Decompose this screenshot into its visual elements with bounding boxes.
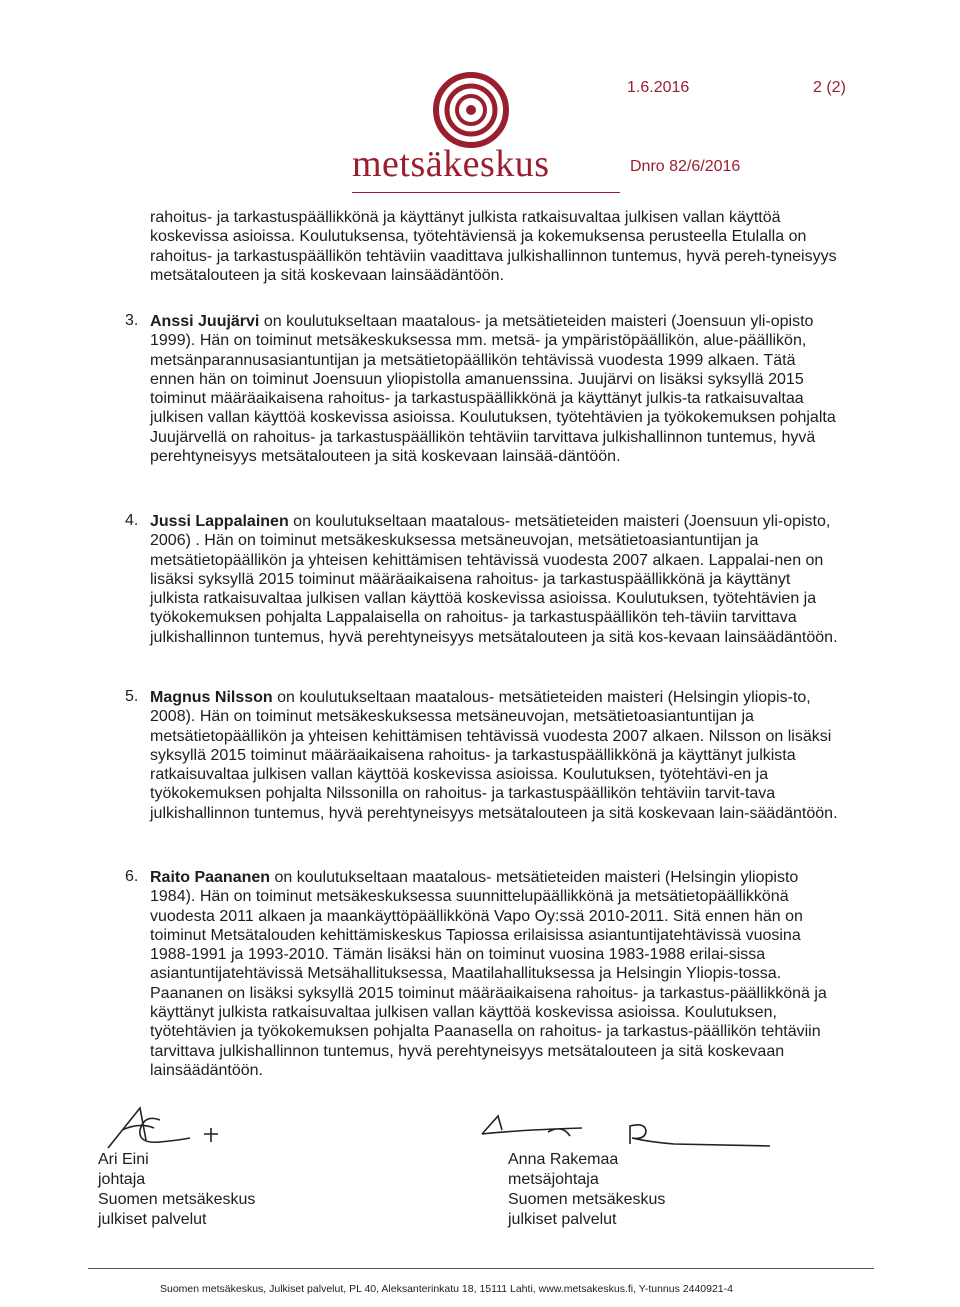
signature-ari-eini [100, 1100, 230, 1150]
candidate-paragraph [150, 688, 840, 823]
item-number: 6. [125, 868, 139, 885]
logo-underline [352, 192, 620, 193]
item-number: 3. [125, 312, 139, 329]
logo-wordmark: metsäkeskus [352, 143, 550, 185]
document-reference: Dnro 82/6/2016 [630, 158, 741, 175]
logo-emblem-icon [433, 72, 509, 148]
signatory-org: Suomen metsäkeskus [98, 1191, 256, 1208]
candidate-paragraph [150, 312, 840, 466]
page-number: 2 (2) [813, 79, 846, 96]
candidate-paragraph [150, 512, 840, 647]
candidate-paragraph [150, 868, 840, 1080]
signatory-name: Anna Rakemaa [508, 1151, 619, 1168]
footer-divider [88, 1268, 874, 1269]
document-date: 1.6.2016 [627, 79, 690, 96]
signatory-unit: julkiset palvelut [508, 1211, 617, 1228]
signatory-right [508, 1150, 665, 1230]
candidate-text: on koulutukseltaan maatalous- ja metsätieteiden maisteri (Joensuun yli-opisto 1999). Hän on toiminut metsäkeskuksessa mm. metsä- ja ympäristöpäällikön, alue-päällikön, metsänparannusasiantuntijan ja metsätietopäällikön tehtävissä vuodesta 1999 alkaen. Tätä ennen hän on toiminut Joensuun yliopistolla amanuenssina. Juujärvi on lisäksi syksyllä 2015 toiminut määräaikaisena rahoitus- ja tarkastuspäällikkönä ja käyttänyt julkis-ta ratkaisuvaltaa julkisen vallan käyttöä koskevissa asioissa. Koulutuksen, työtehtävien ja työkokemuksen pohjalta Juujärvellä on rahoitus- ja tarkastuspäällikön tehtäviin tarvittava julkishallinnon tuntemus, hyvä perehtyneisyys metsätalouteen ja sitä koskevaan lainsää-däntöön. [150, 313, 836, 466]
candidate-name: Anssi Juujärvi [150, 313, 260, 330]
signature-anna-rakemaa-2 [620, 1122, 780, 1148]
candidate-name: Jussi Lappalainen [150, 513, 289, 530]
signatory-name: Ari Eini [98, 1151, 149, 1168]
signature-anna-rakemaa-1 [478, 1112, 588, 1142]
candidate-text: on koulutukseltaan maatalous- metsätieteiden maisteri (Joensuun yli-opisto, 2006) . Hän on toiminut metsäkeskuksessa metsäneuvojan, metsätietoasiantuntijan ja metsätietopäällikön ja yhteisen kehittämisen tehtävissä vuodesta 2007 alkaen. Lappalai-nen on lisäksi syksyllä 2015 toiminut määräaikaisena rahoitus- ja tarkastuspäällikkönä ja käyttänyt julkista ratkaisuvaltaa julkisen vallan käyttöä koskevissa asioissa. Koulutuksen, työtehtävien ja työkokemuksen pohjalta Lappalaisella on rahoitus- ja tarkastuspäällikön teh-täviin tarvittava julkishallinnon tuntemus, hyvä perehtyneisyys metsätalouteen ja sitä kos-kevaan lainsäädäntöön. [150, 513, 838, 646]
signatory-unit: julkiset palvelut [98, 1211, 207, 1228]
candidate-name: Raito Paananen [150, 869, 271, 886]
signatory-org: Suomen metsäkeskus [508, 1191, 666, 1208]
signatory-title: johtaja [98, 1171, 146, 1188]
item-number: 5. [125, 688, 139, 705]
signatory-title: metsäjohtaja [508, 1171, 599, 1188]
footer-contact-info: Suomen metsäkeskus, Julkiset palvelut, PL 40, Aleksanterinkatu 18, 15111 Lahti, www.metsakeskus.fi, Y-tunnus 2440921-4 [160, 1283, 733, 1295]
candidate-text: on koulutukseltaan maatalous- metsätieteiden maisteri (Helsingin yliopis-to, 2008). Hän on toiminut metsäkeskuksessa metsäneuvojan, metsätietoasiantuntijan ja metsätietopäällikön ja yhteisen kehittämisen tehtävissä vuodesta 2007 alkaen. Nilsson on lisäksi syksyllä 2015 toiminut määräaikaisena rahoitus- ja tarkastuspäällikkönä ja käyttänyt julkista ratkaisuvaltaa julkisen vallan käyttöä koskevissa asioissa. Koulutuksen, työtehtävi-en ja työkokemuksen pohjalta Nilssonilla on rahoitus- ja tarkastuspäällikön tehtäviin tarvit-tava julkishallinnon tuntemus, hyvä perehtyneisyys metsätalouteen ja sitä koskevaan lain-säädäntöön. [150, 689, 838, 822]
candidate-text: on koulutukseltaan maatalous- metsätieteiden maisteri (Helsingin yliopisto 1984). Hän on toiminut metsäkeskuksessa suunnittelupäällikkönä ja metsätietopäällikkönä vuodesta 2011 alkaen ja maankäyttöpäällikkönä Vapo Oy:ssä 2010-2011. Sitä ennen hän on toiminut Metsätalouden kehittämiskeskus Tapiossa erilaisissa asiantuntijatehtävissä vuosina 1988-1991 ja 1993-2010. Tämän lisäksi hän on toiminut vuosina 1983-1988 erilai-sissa asiantuntijatehtävissä Metsähallituksessa, Maatilahallituksessa ja Helsingin Yliopis-tossa. Paananen on lisäksi syksyllä 2015 toiminut määräaikaisena rahoitus- ja tarkastus-päällikkönä ja käyttänyt julkista ratkaisuvaltaa julkisen vallan käyttöä koskevissa asioissa. Koulutuksen, työtehtävien ja työkokemuksen pohjalta Paanasella on rahoitus- ja tarkastus-päällikön tehtäviin tarvittava julkishallinnon tuntemus, hyvä perehtyneisyys metsätalouteen ja sitä koskevaan lainsäädäntöön. [150, 869, 827, 1079]
candidate-name: Magnus Nilsson [150, 689, 273, 706]
signatory-left [98, 1150, 255, 1230]
intro-paragraph: rahoitus- ja tarkastuspäällikkönä ja käyttänyt julkista ratkaisuvaltaa julkisen vallan käyttöä koskevissa asioissa. Koulutuksensa, työtehtäviensä ja kokemuksensa perusteella Etulalla on rahoitus- ja tarkastuspäällikön tehtäviin vaadittava julkishallinnon tuntemus, hyvä pereh-tyneisyys metsätalouteen ja sitä koskevaan lainsäädäntöön. [150, 209, 837, 284]
item-number: 4. [125, 512, 139, 529]
